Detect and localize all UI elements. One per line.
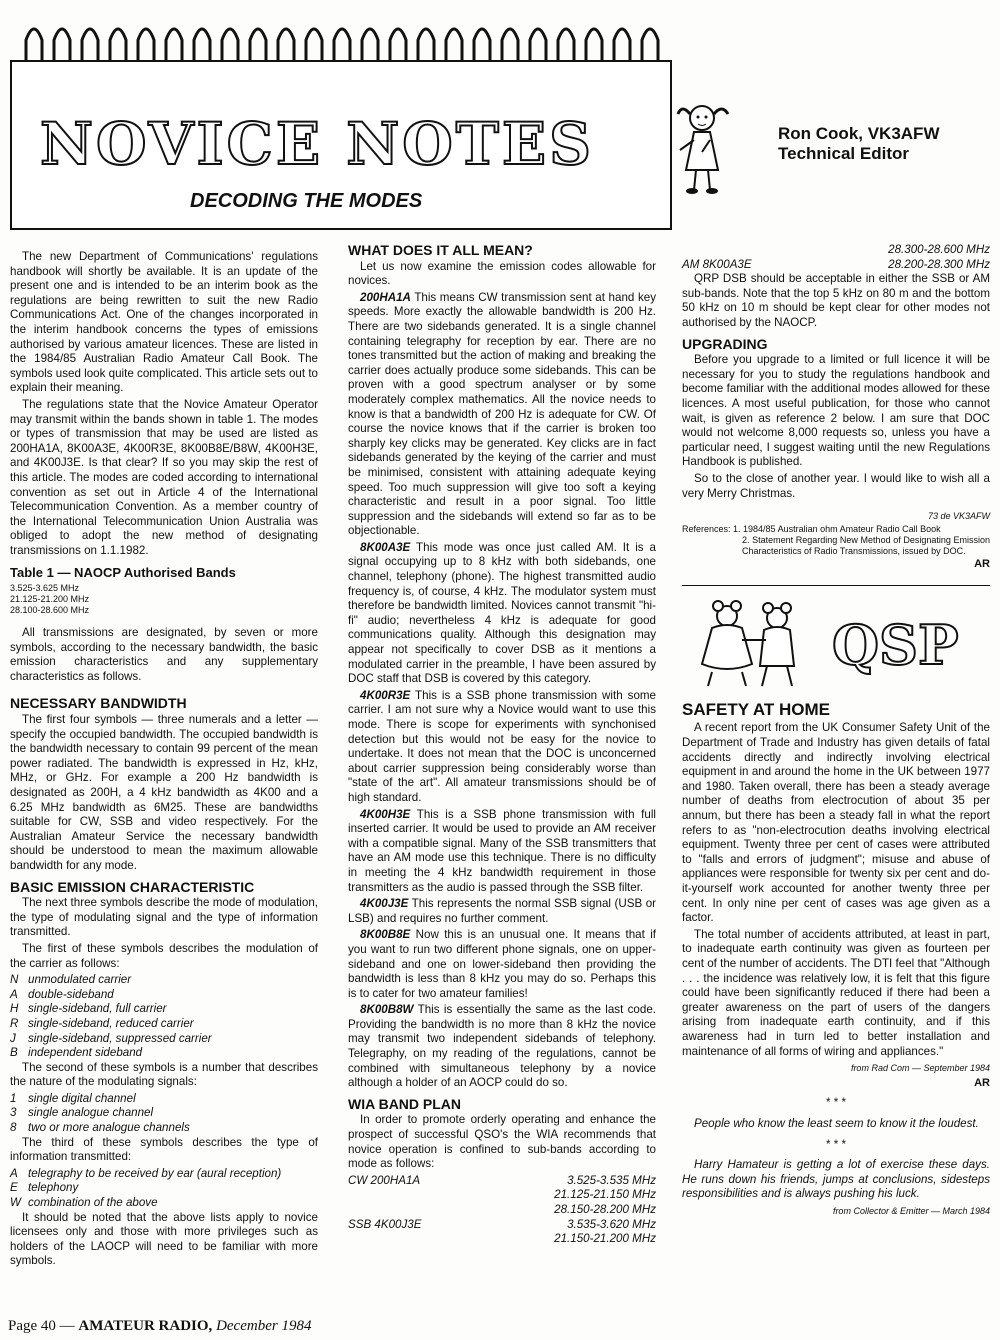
band-row: SSB 4K00J3E 3.535-3.620 MHz <box>348 1217 656 1231</box>
list-item: H single-sideband, full carrier <box>10 1002 167 1016</box>
emission-code: 8K00A3E <box>360 540 411 554</box>
section-heading: WHAT DOES IT ALL MEAN? <box>348 242 533 258</box>
paragraph: The next three symbols describe the mode of modulation, the type of modulating signal and the type of information transmitted. <box>10 896 318 939</box>
qsp-title: QSP <box>832 613 959 678</box>
paragraph: 8K00B8W This is essentially the same as the last code. Providing the bandwidth is no more than 8 kHz the novice may transmit two independent sidebands of telephony. Telegraphy, on my reading of the regulations, cannot be combined with simultaneous telephony by a novice although a holder of an AOCP could do so. <box>348 1003 656 1090</box>
paragraph: Before you upgrade to a limited or full licence it will be necessary for you to study the regulations handbook and become familiar with the additional modes allowed for these licences. A most useful publication, for those who cannot wait, is given as reference 2 below. I am sure that DOC would not welcome 8,000 requests so, unless you have a particular need, I suggest waiting until the new Regulations Handbook is published. <box>682 353 990 469</box>
paragraph: 4K00J3E This represents the normal SSB signal (USB or LSB) and requires no further comment. <box>348 897 657 925</box>
column-1 <box>10 250 318 1271</box>
list-item: 1 single digital channel <box>10 1091 136 1105</box>
emission-code: 200HA1A <box>360 290 411 304</box>
page-number: Page 40 — <box>8 1318 75 1334</box>
emission-code: 4K00R3E <box>360 688 411 702</box>
list-item: J single-sideband, suppressed carrier <box>10 1031 212 1045</box>
paragraph: The second of these symbols is a number that describes the nature of the modulating signals: <box>10 1060 318 1089</box>
information-list <box>10 1167 318 1211</box>
list-item: E telephony <box>10 1181 79 1195</box>
reference-2: 2. Statement Regarding New Method of Designating Emission Characteristics of Radio Transmissions, issued by DOC. <box>742 534 990 556</box>
paragraph: The third of these symbols describes the type of information transmitted: <box>10 1135 318 1164</box>
author-block <box>778 124 940 164</box>
separator-stars: * * * <box>826 1137 846 1151</box>
paragraph: All transmissions are designated, by seven or more symbols, according to the necessary bandwidth, the basic emission characteristics and any supplementary characteristics as follows. <box>10 626 318 683</box>
article-subtitle: DECODING THE MODES <box>190 190 423 212</box>
signoff: 73 de VK3AFW <box>927 511 990 522</box>
separator-stars: * * * <box>826 1096 846 1110</box>
issue-date: December 1984 <box>216 1318 312 1334</box>
author-role: Technical Editor <box>778 144 909 163</box>
list-item: W combination of the above <box>10 1196 158 1210</box>
paragraph: Harry Hamateur is getting a lot of exercise these days. He runs down his friends, jumps at conclusions, sidesteps responsibilities and is always pushing his luck. <box>682 1158 990 1201</box>
paragraph: The new Department of Communications' regulations handbook will shortly be available. It is an update of the present one and is intended to be an interim book as the regulations are being rewritten to suit the new Radio Communications Act. One of the changes incorporated in the interim handbook concerns the types of emissions authorised by various amateur licences. These are listed in the 1984/85 Australian Radio Amateur Call Book. The symbols used look quite complicated. This article sets out to explain their meaning. <box>10 250 318 395</box>
table-row: 3.525-3.625 MHz <box>10 583 80 594</box>
page-title: NOVICE NOTES <box>40 110 595 178</box>
ar-logo: AR <box>974 557 990 570</box>
band-row: 28.300-28.600 MHz <box>888 243 990 256</box>
section-heading: WIA BAND PLAN <box>348 1095 462 1112</box>
paragraph: A recent report from the UK Consumer Safety Unit of the Department of Trade and Industry has given details of fatal accidents directly and indirectly involving electrical equipment in and around the home in the UK between 1977 and 1980. Taken overall, there has been a steady average number of deaths from electrocution of about 35 per annum, but there has been a steady fall in what the report refers to as "non-electrocution deaths involving electrical equipment. Twenty three per cent of cases were attributed to "falls and errors of judgment"; misuse and abuse of appliances were responsible for twenty six per cent and do-it-yourself work accounted for another twenty three per cent. In only nine per cent of cases was age given as a factor. <box>682 721 990 925</box>
table-row: 28.100-28.600 MHz <box>10 605 90 616</box>
source-credit: from Collector & Emitter — March 1984 <box>832 1205 990 1216</box>
table-title: Table 1 — NAOCP Authorised Bands <box>10 565 236 581</box>
quote: People who know the least seem to know it the loudest. <box>694 1116 979 1130</box>
signal-list <box>10 1092 318 1136</box>
list-item: 3 single analogue channel <box>10 1106 154 1120</box>
list-item: 8 two or more analogue channels <box>10 1121 190 1135</box>
section-heading: NECESSARY BANDWIDTH <box>10 695 187 712</box>
band-row: 21.125-21.150 MHz <box>554 1188 656 1202</box>
section-heading: BASIC EMISSION CHARACTERISTIC <box>10 878 255 895</box>
modulation-list <box>10 973 318 1061</box>
column-3 <box>682 243 990 1218</box>
magazine-name: AMATEUR RADIO, <box>78 1318 213 1334</box>
source-credit: from Rad Com — September 1984 <box>850 1063 990 1074</box>
band-row: AM 8K00A3E 28.200-28.300 MHz <box>682 257 990 271</box>
paragraph: Let us now examine the emission codes allowable for novices. <box>348 259 656 288</box>
list-item: N unmodulated carrier <box>10 973 132 987</box>
band-row: CW 200HA1A 3.525-3.535 MHz <box>348 1173 656 1187</box>
divider <box>682 585 990 586</box>
band-row: 28.150-28.200 MHz <box>554 1203 656 1216</box>
qsp-cartoon-graphic <box>682 594 982 694</box>
band-plan-table <box>348 1174 656 1247</box>
list-item: B independent sideband <box>10 1046 143 1060</box>
emission-code: 8K00B8E <box>360 928 411 942</box>
ar-logo: AR <box>974 1076 990 1089</box>
paragraph: 200HA1A This means CW transmission sent at hand key speeds. More exactly the allowable bandwidth is 200 Hz. There are two sidebands generated. It is a single channel containing telegraphy for reception by ear. There are no tones transmitted but the action of making and breaking the carrier does actually produce some sidebands. This can be proven with a good spectrum analyser or by some moderately complex mathematics. All the novice needs to know is that a bandwidth of 200 Hz is adequate for CW. Of course the novice knows that if the carrier is broken too sharply key clicks may be generated. Key clicks are in fact sidebands generated by the keying of the carrier and must be minimised, consistent with attaining adequate keying speed. Too much suppression will give too soft a keying characteristic and result in a poor signal. Too little suppression and the sidebands will extend so far as to be objectionable. <box>348 290 656 538</box>
paragraph: QRP DSB should be acceptable in either the SSB or AM sub-bands. Note that the top 5 kHz on 80 m and the bottom 50 kHz on 10 m should be kept clear for other modes not authorised by the NAOCP. <box>682 272 990 329</box>
paragraph: 4K00R3E This is a SSB phone transmission with some carrier. I am not sure why a Novice would want to use this mode. There is scope for experiments with synchonised detection but this would not be easy for the novice to undertake. It does not mean that the DOC is unconcerned about carrier suppression being considerably worse than "state of the art". All amateur transmissions should be of high standard. <box>348 688 656 804</box>
list-item: A telegraphy to be received by ear (aural reception) <box>10 1166 282 1180</box>
paragraph: The first four symbols — three numerals and a letter — specify the occupied bandwidth. The occupied bandwidth is the bandwidth necessary to contain 99 percent of the mean power radiated. The bandwidth is expressed in Hz, kHz, MHz, or GHz. For example a 200 Hz bandwidth is designated as 200H, a 4 kHz bandwidth as 4K00 and a 6.25 MHz bandwidth as 6M25. These are bandwidths suitable for CW, SSB and video respectively. For the Australian Amateur Service the necessary bandwidth should be understood to mean the maximum allowable bandwidth for any mode. <box>10 713 318 872</box>
emission-code: 8K00B8W <box>360 1003 414 1017</box>
emission-code: 4K00H3E <box>360 807 411 821</box>
paragraph: The regulations state that the Novice Amateur Operator may transmit within the bands shown in table 1. The modes or types of transmission that may be used are listed as 200HA1A, 8K00A3E, 4K00R3E, 8K00B8E/B8W, 4K00H3E, and 4K00J3E. Is that clear? If so you may skip the rest of this article. The modes are coded according to international convention as set out in Article 4 of the International Telecommunication Convention. As a member country of the International Telecommunication Union Australia was obliged to adopt the new method of designating transmissions on 1.1.1982. <box>10 397 318 557</box>
paragraph: The total number of accidents attributed, at least in part, to inadequate earth continuity was given as fourteen per cent of the number of accidents. The DTI feel that "Although . . . the incidence was relatively low, it is felt that this figure could have been significantly reduced if there had been a greater awareness on the part of users of the dangers arising from inadequate earth continuity, and if this awareness had in turn led to better installation and maintenance of all forms of wiring and appliances." <box>682 927 990 1058</box>
reference-1: References: 1. 1984/85 Australian ohm Amateur Radio Call Book <box>682 523 941 534</box>
paragraph: The first of these symbols describes the modulation of the carrier as follows: <box>10 941 318 970</box>
paragraph: 4K00H3E This is a SSB phone transmission with full inserted carrier. It would be used to provide an AM receiver with a compatible signal. Many of the SSB transmitters that have an AM mode use this technique. There is no difficulty in meeting the 4 kHz bandwidth requirement in those transmitters as the audio is passed through the SSB filter. <box>348 807 656 894</box>
emission-code: 4K00J3E <box>360 897 409 911</box>
paragraph: So to the close of another year. I would like to wish all a very Merry Christmas. <box>682 471 990 500</box>
paragraph: It should be noted that the above lists apply to novice licensees only and those with more privileges such as holders of the LAOCP will need to be familiar with more symbols. <box>10 1210 318 1268</box>
column-2 <box>348 243 656 1247</box>
cartoon-girl-icon <box>672 100 734 196</box>
list-item: A double-sideband <box>10 987 114 1001</box>
paragraph: In order to promote orderly operating and enhance the prospect of successful QSO's the WIA recommends that novice operation is confined to sub-bands according to mode as follows: <box>348 1113 656 1171</box>
author-name: Ron Cook, VK3AFW <box>778 124 940 143</box>
section-heading: UPGRADING <box>682 335 768 352</box>
page-footer <box>8 1318 311 1335</box>
list-item: R single-sideband, reduced carrier <box>10 1016 194 1030</box>
section-heading: SAFETY AT HOME <box>682 699 830 719</box>
band-row: 21.150-21.200 MHz <box>554 1232 656 1246</box>
table-row: 21.125-21.200 MHz <box>10 594 90 605</box>
paragraph: 8K00B8E Now this is an unusual one. It means that if you want to run two different phone signals, one on upper-sideband and one on lower-sideband then providing the bandwidth is less than 8 kHz you may do so. Perhaps this is to cater for two amateur families! <box>348 928 656 1000</box>
paragraph: 8K00A3E This mode was once just called AM. It is a signal occupying up to 8 kHz with both sidebands, one channel, telephony (phone). The highest transmitted audio frequency is, of course, 4 kHz. The modulator system must therefore be bandwidth limited. Novices cannot transmit "hi-fi" audio; nevertheless 4 kHz is adequate for good communications quality. Although this designation may appear not specifically to cover DSB as it mentions a modulated carrier in the preamble, I have been assured by DOC staff that DSB is covered by this category. <box>348 540 656 686</box>
